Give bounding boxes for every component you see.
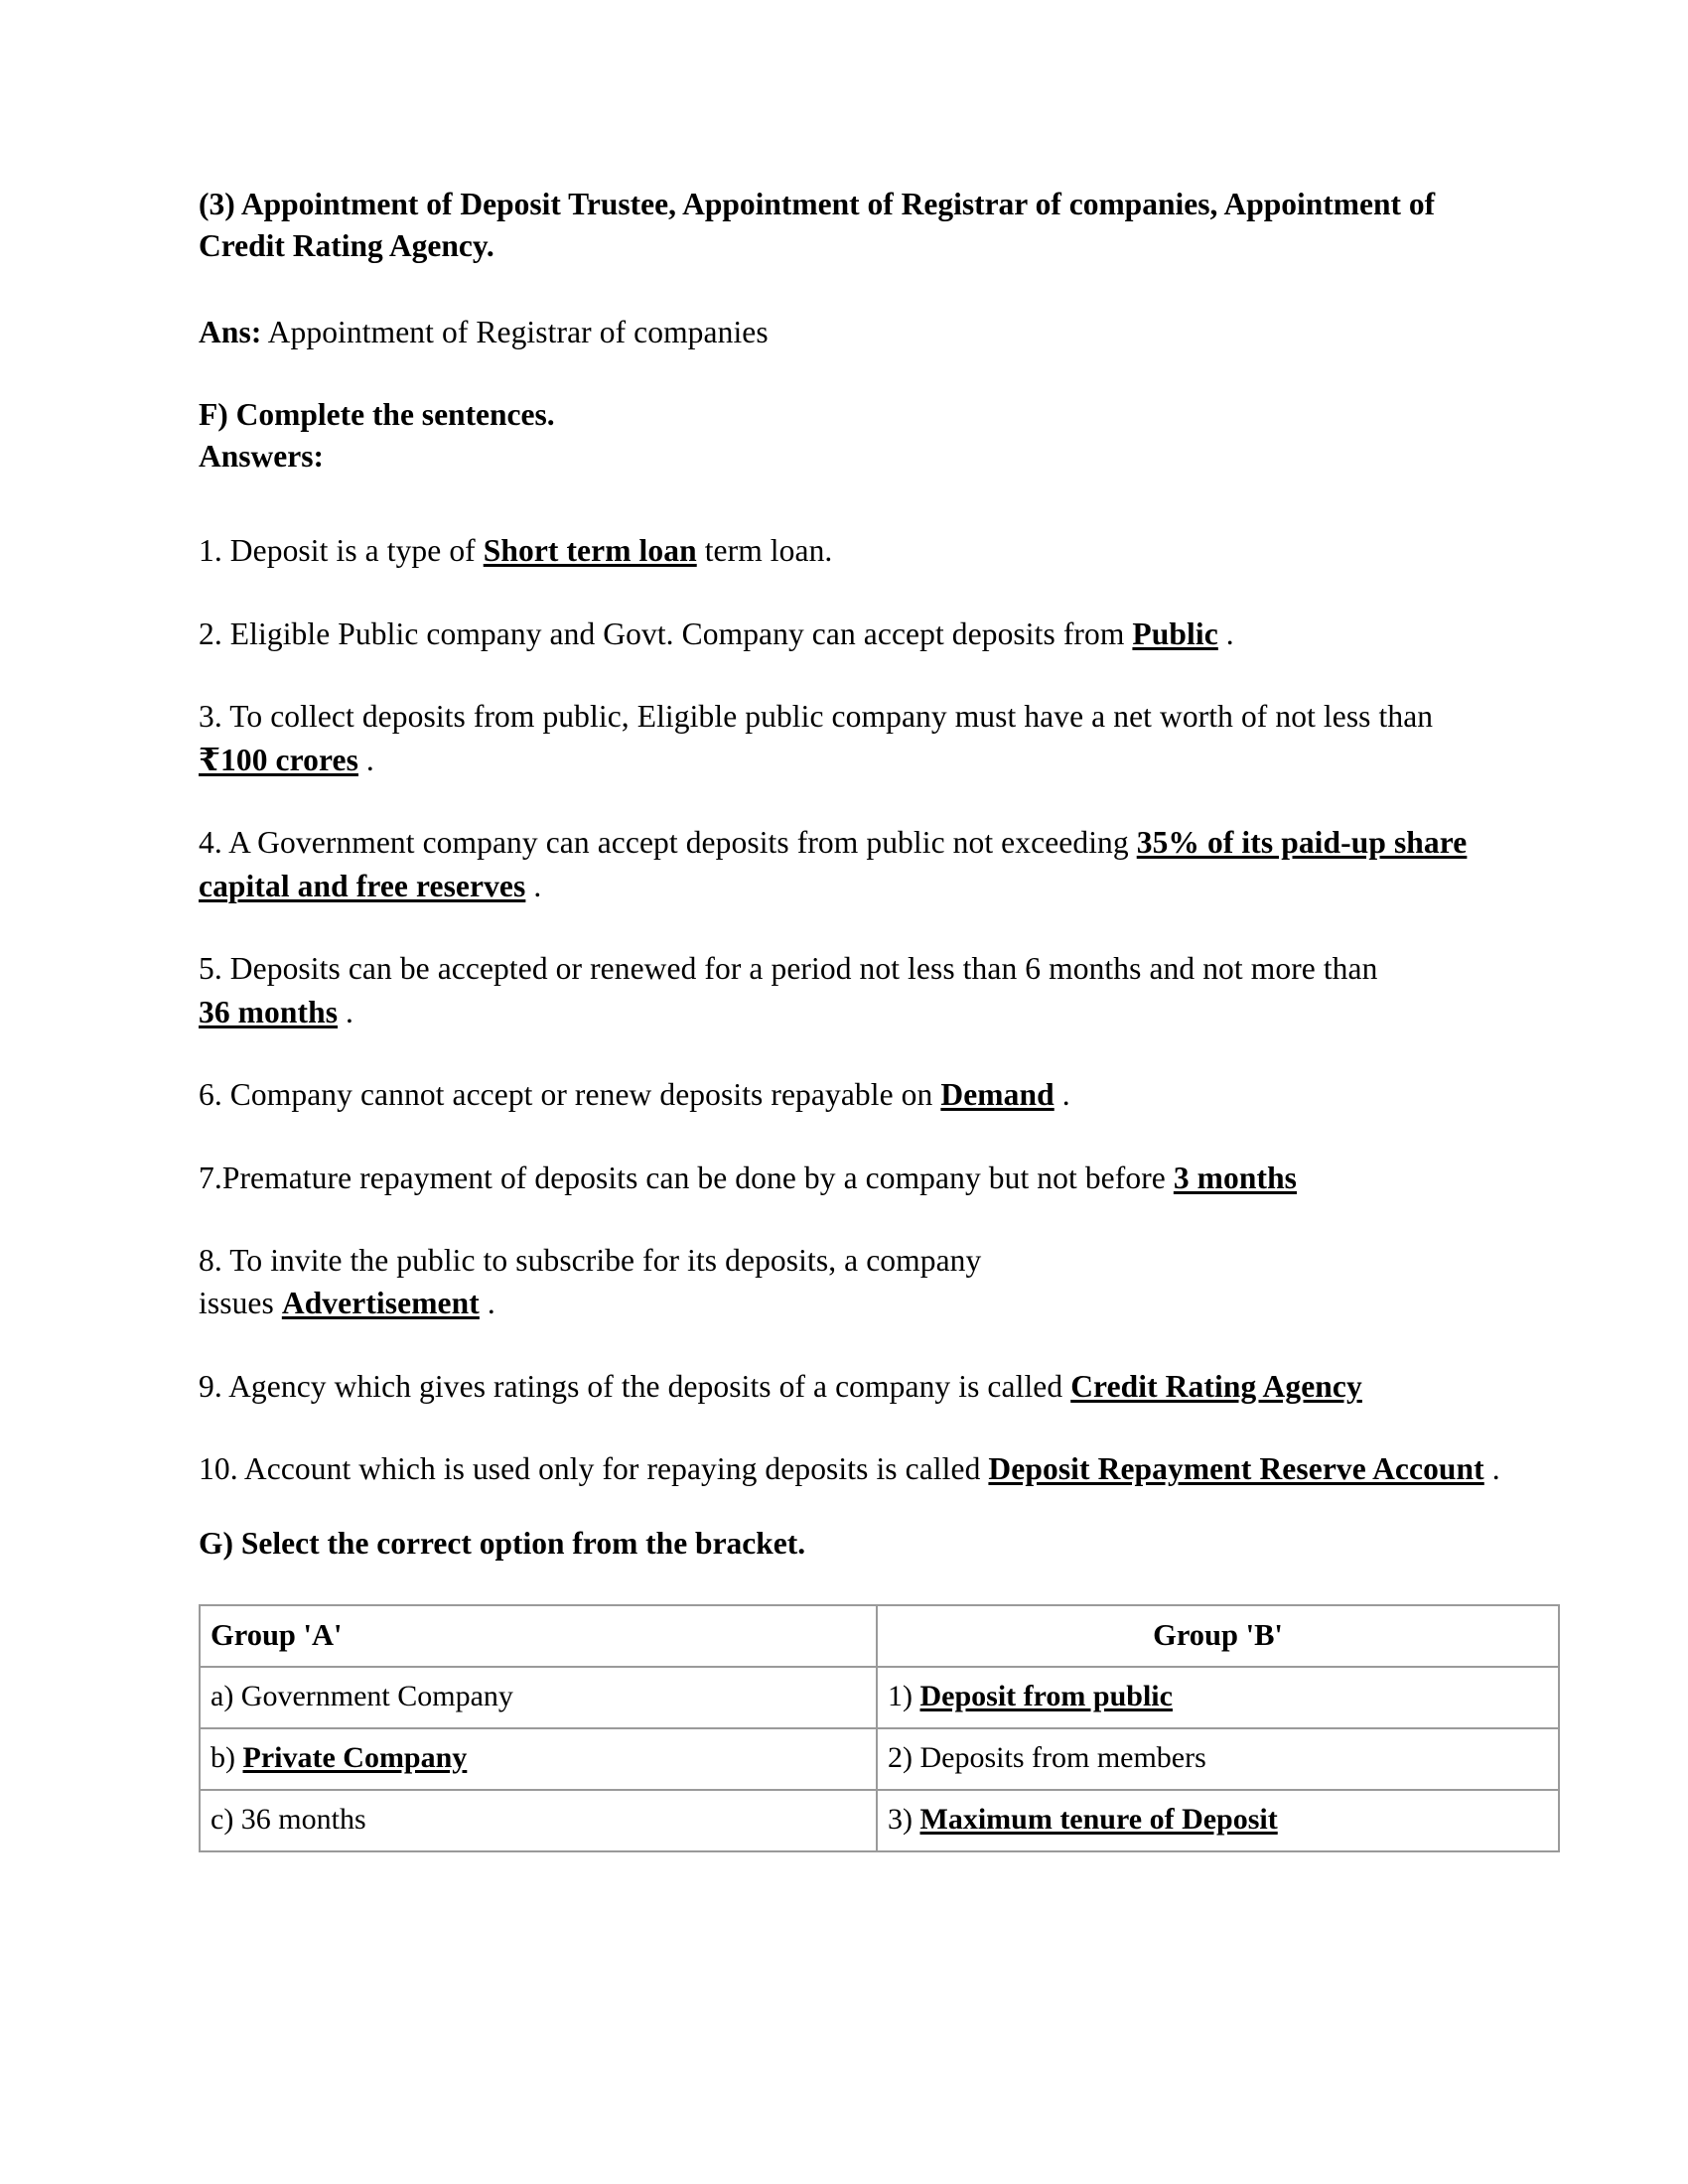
cell-a-1-text: a) Government Company (211, 1680, 513, 1713)
section-f-title: F) Complete the sentences. (199, 396, 555, 432)
item-6-number: 6. (199, 1077, 222, 1113)
item-5-after: . (338, 994, 354, 1029)
section-g-heading: G) Select the correct option from the bracket. (199, 1525, 806, 1561)
item-9-number: 9. (199, 1368, 222, 1404)
cell-b-1-prefix: 1) (888, 1680, 920, 1713)
item-5-before: Deposits can be accepted or renewed for a period not less than 6 months and not more than (221, 951, 1378, 987)
item-1-answer: Short term loan (483, 533, 697, 569)
question-3-heading (199, 184, 1514, 267)
item-5-answer: 36 months (199, 994, 339, 1029)
table-cell-b-1 (877, 1667, 1559, 1728)
item-6-answer: Demand (940, 1077, 1055, 1113)
item-2-before: Eligible Public company and Govt. Company can accept deposits from (221, 615, 1133, 651)
table-row (200, 1667, 1559, 1728)
item-3-before: To collect deposits from public, Eligible public company must have a net worth of not less than (221, 699, 1434, 735)
table-cell-b-3 (877, 1790, 1559, 1851)
item-4-answer: 35% of its paid-up share capital and free reserves (199, 825, 1468, 903)
item-3-number: 3. (199, 699, 222, 735)
item-6-after: . (1054, 1077, 1070, 1113)
cell-a-2-prefix: b) (211, 1741, 243, 1775)
item-8-number: 8. (199, 1242, 222, 1278)
item-2-answer: Public (1132, 615, 1218, 651)
answer-3-paragraph (199, 311, 1514, 353)
question-3-line-1: (3) Appointment of Deposit Trustee, Appointment of Registrar of companies, (199, 187, 1218, 221)
sentence-item-10 (199, 1447, 1514, 1490)
table-cell-a-1 (200, 1667, 877, 1728)
table-header-group-b: Group 'B' (877, 1605, 1559, 1667)
item-9-answer: Credit Rating Agency (1070, 1368, 1362, 1404)
table-cell-a-3 (200, 1790, 877, 1851)
sentence-item-3 (199, 695, 1514, 781)
section-f-heading (199, 394, 1514, 478)
table-cell-b-2 (877, 1728, 1559, 1790)
item-9-before: Agency which gives ratings of the deposits of a company is called (221, 1368, 1071, 1404)
item-3-answer: ₹100 crores (199, 742, 358, 777)
sentence-item-1 (199, 529, 1514, 572)
item-4-before: A Government company can accept deposits from public not exceeding (221, 825, 1137, 861)
item-8-after: . (479, 1286, 495, 1321)
item-10-before: Account which is used only for repaying deposits is called (237, 1451, 989, 1487)
sentence-item-6 (199, 1073, 1514, 1116)
cell-b-1-text: Deposit from public (919, 1680, 1173, 1713)
item-4-number: 4. (199, 825, 222, 861)
item-2-number: 2. (199, 615, 222, 651)
item-4-after: . (525, 868, 542, 903)
item-8-before-line-2: issues (199, 1286, 282, 1321)
item-3-after: . (357, 742, 374, 777)
table-row (200, 1790, 1559, 1851)
question-3-line-2: Appointment of Credit Rating Agency. (199, 187, 1436, 264)
cell-b-3-text: Maximum tenure of Deposit (919, 1803, 1278, 1837)
item-7-before: Premature repayment of deposits can be done by a company but not before (221, 1160, 1174, 1195)
sentence-item-7 (199, 1157, 1514, 1199)
table-cell-a-2 (200, 1728, 877, 1790)
item-10-number: 10. (199, 1451, 238, 1487)
answer-3-text: Appointment of Registrar of companies (261, 315, 769, 350)
item-5-number: 5. (199, 951, 222, 987)
cell-a-2-text: Private Company (242, 1741, 468, 1775)
sentence-item-5 (199, 947, 1514, 1033)
table-header-row (200, 1605, 1559, 1667)
item-6-before: Company cannot accept or renew deposits repayable on (221, 1077, 941, 1113)
item-1-number: 1. (199, 533, 222, 569)
item-8-before: To invite the public to subscribe for its deposits, a company (221, 1242, 982, 1278)
item-1-after: term loan. (696, 533, 833, 569)
item-2-after: . (1217, 615, 1234, 651)
cell-a-3-text: c) 36 months (211, 1803, 366, 1837)
table-header-group-a: Group 'A' (200, 1605, 877, 1667)
sentence-item-4 (199, 821, 1514, 907)
item-10-answer: Deposit Repayment Reserve Account (988, 1451, 1484, 1487)
cell-b-3-prefix: 3) (888, 1803, 920, 1837)
item-10-after: . (1483, 1451, 1500, 1487)
item-7-answer: 3 months (1173, 1160, 1298, 1195)
group-matching-table (199, 1604, 1560, 1852)
sentence-item-9 (199, 1365, 1514, 1408)
item-1-before: Deposit is a type of (221, 533, 484, 569)
item-7-number: 7. (199, 1160, 222, 1195)
sentence-item-2 (199, 613, 1514, 655)
item-8-answer: Advertisement (281, 1286, 480, 1321)
table-row (200, 1728, 1559, 1790)
sentence-item-8 (199, 1239, 1514, 1325)
answer-label: Ans: (199, 315, 262, 350)
cell-b-2-prefix: 2) (888, 1741, 920, 1775)
section-f-answers-label: Answers: (199, 439, 324, 475)
cell-b-2-text: Deposits from members (919, 1741, 1206, 1775)
